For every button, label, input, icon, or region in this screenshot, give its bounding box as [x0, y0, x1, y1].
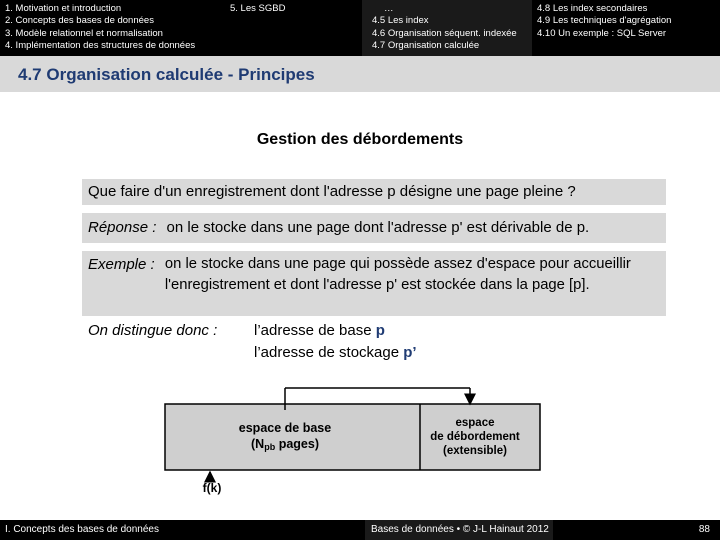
base-address-text: l’adresse de base: [254, 322, 376, 339]
overflow-space-label: espace: [455, 417, 495, 429]
example-label: Exemple :: [88, 256, 159, 273]
nav-item[interactable]: 4.8 Les index secondaires: [537, 3, 648, 14]
nav-item[interactable]: 4.5 Les index: [372, 15, 429, 27]
footer-bar: [0, 520, 720, 540]
nav-item[interactable]: 4.10 Un exemple : SQL Server: [537, 27, 667, 39]
storage-address-text: l’adresse de stockage: [254, 344, 404, 361]
overflow-space-note: (extensible): [443, 445, 507, 457]
slide-title: 4.7 Organisation calculée - Principes: [18, 65, 315, 84]
nav-item[interactable]: 3. Modèle relationnel et normalisation: [5, 27, 163, 39]
example-text: on le stocke dans une page qui possède assez d'espace pour accueillir l'enregistrement et dont l'adresse p' est stockée dans la page [p].: [164, 256, 631, 293]
overflow-space-label-2: de débordement: [430, 431, 520, 443]
nav-item-active[interactable]: 4.7 Organisation calculée: [372, 39, 480, 51]
answer-text: on le stocke dans une page dont l'adresse p' est dérivable de p.: [166, 219, 590, 236]
base-space-size: (Npb pages): [251, 437, 319, 452]
nav-item[interactable]: 2. Concepts des bases de données: [5, 15, 154, 27]
nav-item[interactable]: 5. Les SGBD: [230, 3, 286, 14]
base-address-symbol: p: [375, 322, 385, 339]
footer-center-block: [365, 520, 553, 540]
nav-item[interactable]: 1. Motivation et introduction: [5, 3, 122, 14]
hash-function-label: f(k): [202, 481, 222, 495]
page-number: 88: [698, 524, 710, 535]
answer-label: Réponse :: [88, 219, 161, 236]
nav-item[interactable]: 4.9 Les techniques d'agrégation: [537, 15, 672, 27]
section-subtitle: Gestion des débordements: [256, 131, 464, 148]
storage-address-symbol: p’: [403, 344, 417, 361]
nav-item[interactable]: 4. Implémentation des structures de données: [5, 39, 196, 51]
footer-chapter[interactable]: I. Concepts des bases de données: [5, 524, 159, 535]
question-text: Que faire d'un enregistrement dont l'adresse p désigne une page pleine ?: [88, 183, 576, 200]
nav-item[interactable]: 4.6 Organisation séquent. indexée: [372, 27, 517, 39]
base-space-label: espace de base: [238, 421, 332, 435]
nav-item: …: [384, 3, 394, 14]
distinction-label: On distingue donc :: [88, 322, 222, 339]
footer-copyright: Bases de données • © J-L Hainaut 2012: [371, 524, 549, 535]
